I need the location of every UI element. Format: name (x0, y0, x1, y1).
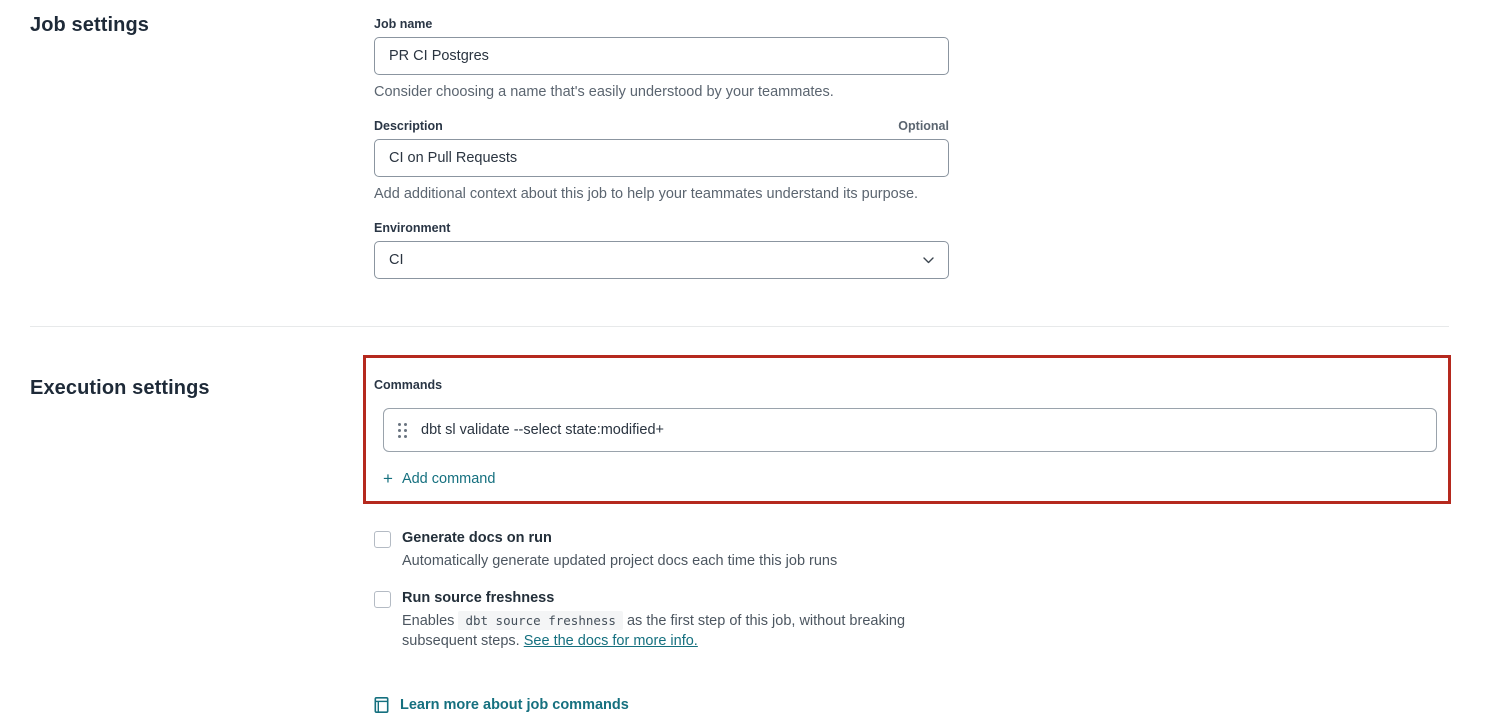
description-helper: Add additional context about this job to help your teammates understand its purpose. (374, 186, 919, 202)
environment-label: Environment (374, 221, 451, 235)
add-command-label: Add command (401, 470, 496, 487)
freshness-helper-prefix: Enables (402, 612, 455, 629)
command-row (383, 408, 1437, 452)
job-name-input[interactable] (374, 37, 949, 75)
run-source-freshness-checkbox[interactable] (374, 591, 391, 608)
run-source-freshness-row (374, 590, 1451, 652)
learn-more-link[interactable] (374, 696, 629, 714)
book-icon (374, 696, 389, 714)
description-label: Description (374, 119, 443, 133)
job-name-label: Job name (374, 17, 433, 31)
commands-highlight-box (363, 355, 1451, 504)
plus-icon: + (383, 469, 393, 488)
job-settings-form (374, 0, 949, 279)
commands-label: Commands (374, 378, 443, 392)
job-options-group (374, 530, 1451, 715)
generate-docs-label: Generate docs on run (402, 530, 552, 546)
execution-settings-section (0, 327, 1485, 715)
job-settings-heading-column (0, 0, 374, 37)
execution-settings-content (374, 327, 1451, 715)
generate-docs-row (374, 530, 1451, 572)
execution-settings-heading-column (0, 327, 374, 400)
add-command-button[interactable] (383, 470, 495, 487)
learn-more-label: Learn more about job commands (400, 696, 629, 713)
job-settings-title: Job settings (30, 14, 149, 36)
run-source-freshness-helper (402, 611, 937, 652)
job-name-helper: Consider choosing a name that's easily understood by your teammates. (374, 84, 834, 100)
freshness-helper-suffix2: steps. (481, 633, 520, 650)
job-settings-section (0, 0, 1485, 279)
environment-select[interactable] (374, 241, 949, 279)
freshness-helper-suffix: as the first step of this job, without breaking subsequent (402, 612, 906, 650)
description-optional-badge: Optional (898, 119, 949, 133)
run-source-freshness-label: Run source freshness (402, 589, 555, 606)
generate-docs-helper: Automatically generate updated project docs each time this job runs (402, 553, 838, 569)
drag-handle-icon[interactable] (398, 422, 408, 438)
see-docs-link[interactable]: See the docs for more info. (523, 633, 698, 650)
chevron-down-icon (923, 257, 934, 264)
execution-settings-title: Execution settings (30, 377, 210, 399)
environment-selected-value: CI (389, 252, 404, 268)
command-input[interactable] (421, 422, 1422, 438)
description-input[interactable] (374, 139, 949, 177)
generate-docs-checkbox[interactable] (374, 531, 391, 548)
freshness-code-snippet: dbt source freshness (458, 611, 623, 630)
